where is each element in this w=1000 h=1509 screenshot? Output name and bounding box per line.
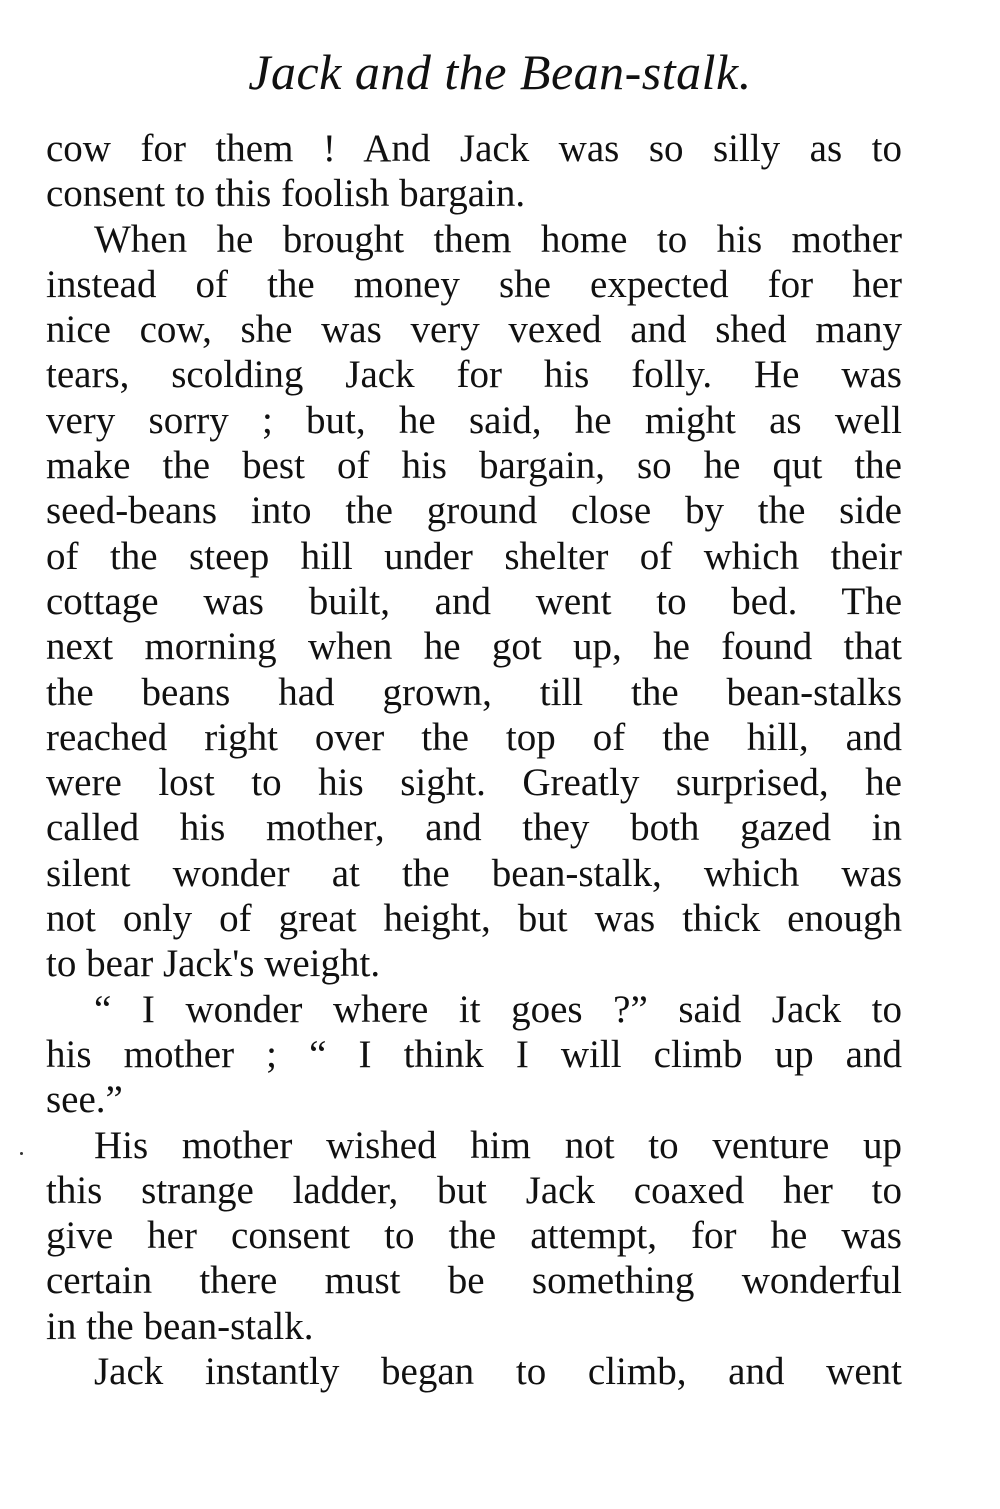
text-line: Jack instantly began to climb, and went bbox=[94, 1350, 902, 1394]
text-line: silent wonder at the bean-stalk, which was bbox=[46, 851, 902, 895]
text-line: His mother wished him not to venture up bbox=[94, 1123, 902, 1167]
text-line: nice cow, she was very vexed and shed many bbox=[46, 308, 902, 352]
ink-speck bbox=[20, 1152, 23, 1155]
text-line: were lost to his sight. Greatly surprised, he bbox=[46, 761, 902, 805]
text-line: the beans had grown, till the bean-stalks bbox=[46, 670, 902, 714]
text-line: in the bean-stalk. bbox=[46, 1304, 314, 1348]
text-line: seed-beans into the ground close by the side bbox=[46, 489, 902, 533]
text-line: cow for them ! And Jack was so silly as to bbox=[46, 127, 902, 170]
text-line: “ I wonder where it goes ?” said Jack to bbox=[94, 987, 902, 1031]
text-line: consent to this foolish bargain. bbox=[46, 172, 526, 216]
text-line: very sorry ; but, he said, he might as well bbox=[46, 398, 902, 442]
text-line: of the steep hill under shelter of which their bbox=[46, 534, 902, 578]
page-body-text bbox=[46, 126, 902, 1394]
text-line: to bear Jack's weight. bbox=[46, 942, 381, 986]
text-line: instead of the money she expected for her bbox=[46, 262, 902, 306]
text-line: called his mother, and they both gazed in bbox=[46, 806, 902, 850]
text-line: make the best of his bargain, so he qut the bbox=[46, 444, 902, 488]
text-line: certain there must be something wonderful bbox=[46, 1259, 902, 1303]
text-line: see.” bbox=[46, 1078, 123, 1122]
text-line: When he brought them home to his mother bbox=[94, 217, 902, 261]
text-line: tears, scolding Jack for his folly. He was bbox=[46, 353, 902, 397]
text-line: cottage was built, and went to bed. The bbox=[46, 579, 902, 623]
running-title: Jack and the Bean-stalk. bbox=[248, 44, 752, 100]
text-line: reached right over the top of the hill, and bbox=[46, 715, 902, 759]
text-line: not only of great height, but was thick enough bbox=[46, 897, 902, 941]
text-line: give her consent to the attempt, for he was bbox=[46, 1214, 902, 1258]
text-line: this strange ladder, but Jack coaxed her to bbox=[46, 1168, 902, 1212]
text-line: next morning when he got up, he found that bbox=[46, 625, 902, 669]
text-line: his mother ; “ I think I will climb up and bbox=[46, 1032, 902, 1076]
